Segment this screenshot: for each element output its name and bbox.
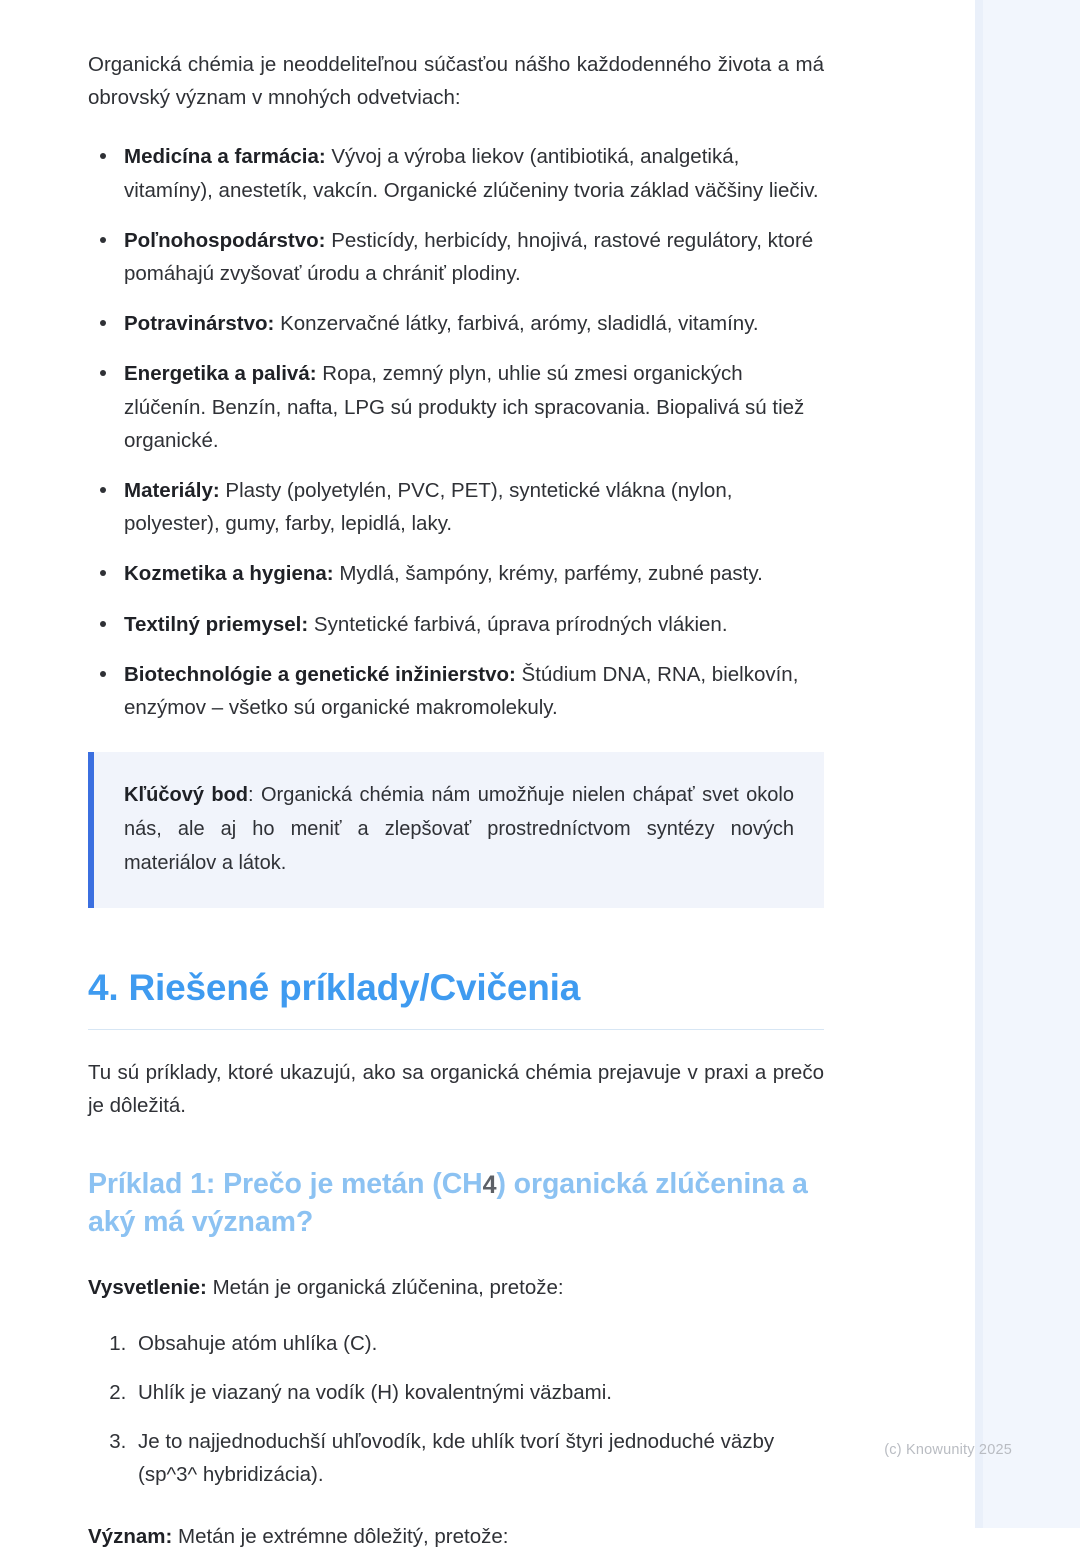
section-intro-paragraph: Tu sú príklady, ktoré ukazujú, ako sa organická chémia prejavuje v praxi a prečo je dôležitá. <box>88 1060 824 1117</box>
significance-label: Význam: <box>88 1525 173 1549</box>
list-item-text: Mydlá, šampóny, krémy, parfémy, zubné pasty. <box>333 562 763 586</box>
example-heading-part2: ) organická zlúčenina a aký má význam? <box>88 1168 808 1238</box>
list-item-label: Energetika a palivá: <box>124 362 317 386</box>
list-item-text: Plasty (polyetylén, PVC, PET), syntetické vlákna (nylon, polyester), gumy, farby, lepidlá, laky. <box>124 479 733 536</box>
significance-text: Metán je extrémne dôležitý, pretože: <box>172 1525 509 1549</box>
list-item <box>88 140 824 206</box>
list-item-label: Materiály: <box>124 479 220 503</box>
list-item <box>88 557 824 590</box>
intro-paragraph: Organická chémia je neoddeliteľnou súčasťou nášho každodenného života a má obrovský význam v mnohých odvetviach: <box>88 53 824 110</box>
list-item-label: Poľnohospodárstvo: <box>124 228 326 252</box>
list-item: 3. Je to najjednoduchší uhľovodík, kde uhlík tvorí štyri jednoduché väzby (sp^3^ hybridizácia). <box>132 1425 824 1491</box>
list-item: 1. Obsahuje atóm uhlíka (C). <box>132 1327 824 1360</box>
list-item-label: Biotechnológie a genetické inžinierstvo: <box>124 662 516 686</box>
example-heading <box>88 1166 824 1242</box>
list-item-label: Kozmetika a hygiena: <box>124 562 334 586</box>
example-heading-subscript: 4 <box>482 1171 497 1200</box>
callout-paragraph <box>124 778 794 880</box>
list-item-label: Potravinárstvo: <box>124 312 275 336</box>
section-heading: 4. Riešené príklady/Cvičenia <box>88 967 581 1009</box>
explanation-lead <box>88 1272 824 1305</box>
page-scroll-track[interactable] <box>983 0 1080 1528</box>
page-right-margin-strip <box>975 0 1080 1528</box>
list-item-text: Konzervačné látky, farbivá, arómy, sladidlá, vitamíny. <box>274 312 759 336</box>
example-heading-part1: Príklad 1: Prečo je metán (CH <box>88 1168 483 1201</box>
significance-lead <box>88 1521 824 1554</box>
list-item-text: Syntetické farbivá, úprava prírodných vlákien. <box>308 612 728 636</box>
list-item <box>88 307 824 340</box>
list-item-label: Medicína a farmácia: <box>124 145 326 169</box>
list-item <box>88 658 824 724</box>
callout-text: : Organická chémia nám umožňuje nielen chápať svet okolo nás, ale aj ho meniť a zlepšovať prostredníctvom syntézy nových materiálov a látok. <box>124 784 794 875</box>
explanation-steps-list <box>88 1327 824 1492</box>
list-item-text: Ropa, zemný plyn, uhlie sú zmesi organických zlúčenín. Benzín, nafta, LPG sú produkty ich spracovania. Biopalivá sú tiež organické. <box>124 362 805 452</box>
list-item-text: Štúdium DNA, RNA, bielkovín, enzýmov – všetko sú organické makromolekuly. <box>124 662 799 720</box>
document-content <box>88 0 824 1554</box>
list-item-text: Vývoj a výroba liekov (antibiotiká, analgetiká, vitamíny), anestetík, vakcín. Organické zlúčeniny tvoria základ väčšiny liečiv. <box>124 145 819 202</box>
callout-label: Kľúčový bod <box>124 784 249 807</box>
list-item <box>88 224 824 290</box>
list-item-label: Textilný priemysel: <box>124 612 309 636</box>
section-divider <box>88 1029 824 1030</box>
explanation-label: Vysvetlenie: <box>88 1275 207 1299</box>
explanation-text: Metán je organická zlúčenina, pretože: <box>206 1275 564 1299</box>
key-point-callout <box>88 752 824 908</box>
watermark: (c) Knowunity 2025 <box>884 1442 1012 1458</box>
list-item: 2. Uhlík je viazaný na vodík (H) kovalentnými väzbami. <box>132 1376 824 1409</box>
list-item-text: Pesticídy, herbicídy, hnojivá, rastové regulátory, ktoré pomáhajú zvyšovať úrodu a chrániť plodiny. <box>124 228 814 286</box>
list-item <box>88 357 824 457</box>
list-item <box>88 474 824 540</box>
applications-list <box>88 140 824 724</box>
list-item <box>88 608 824 641</box>
